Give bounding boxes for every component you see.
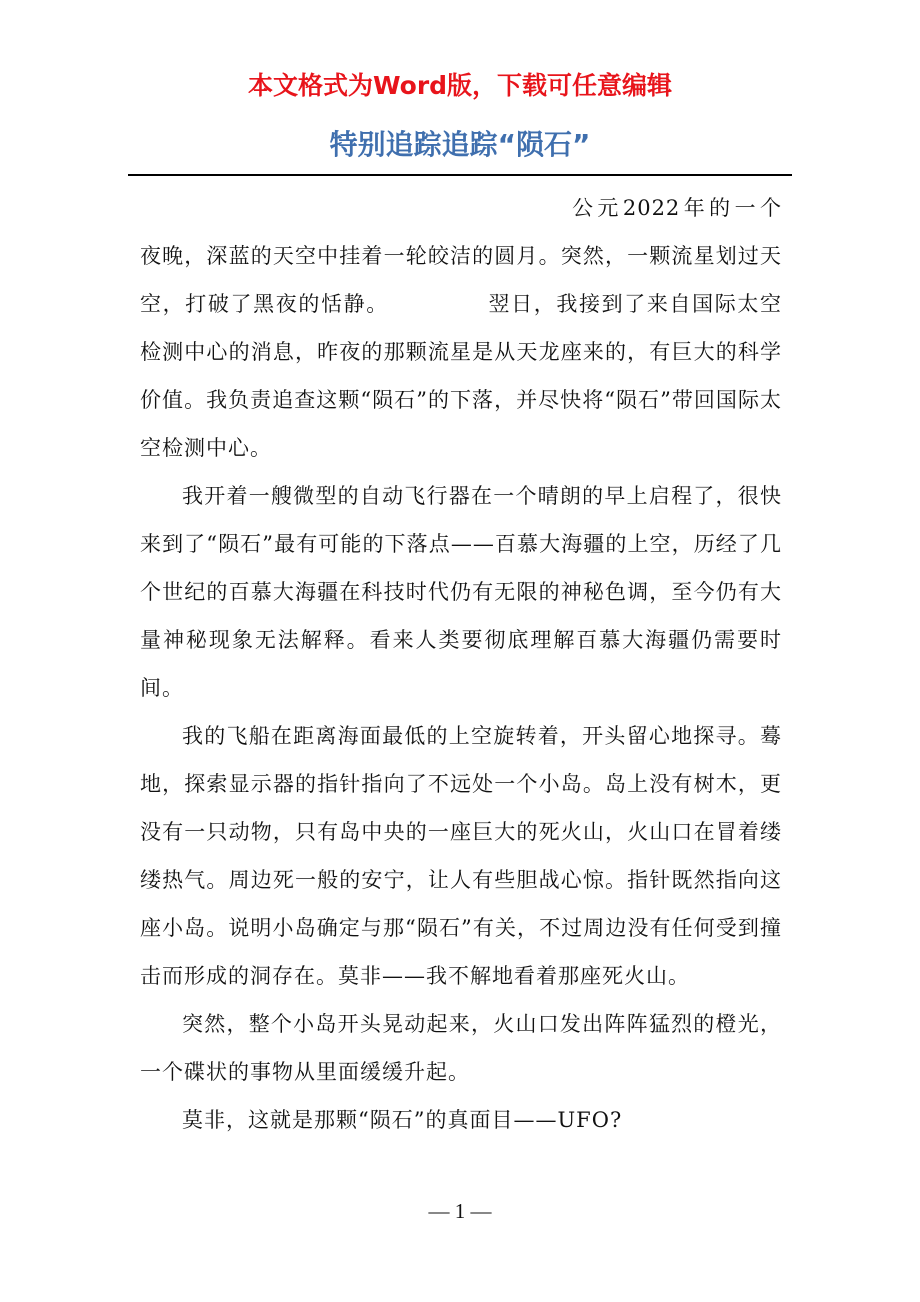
paragraph-2: 我开着一艘微型的自动飞行器在一个晴朗的早上启程了，很快来到了“陨石”最有可能的下落点——百慕大海疆的上空，历经了几个世纪的百慕大海疆在科技时代仍有无限的神秘色调，至今仍有大量神秘现象无法解释。看来人类要彻底理解百慕大海疆仍需要时间。 [140,484,782,700]
paragraph-4: 突然，整个小岛开头晃动起来，火山口发出阵阵猛烈的橙光，一个碟状的事物从里面缓缓升起。 [140,1012,782,1084]
paragraph-3: 我的飞船在距离海面最低的上空旋转着，开头留心地探寻。蓦地，探索显示器的指针指向了不远处一个小岛。岛上没有树木，更没有一只动物，只有岛中央的一座巨大的死火山，火山口在冒着缕缕热气。周边死一般的安宁，让人有些胆战心惊。指针既然指向这座小岛。说明小岛确定与那“陨石”有关，不过周边没有任何受到撞击而形成的洞存在。莫非——我不解地看着那座死火山。 [140,724,782,988]
paragraph-1: 公元2022年的一个夜晚，深蓝的天空中挂着一轮皎洁的圆月。突然，一颗流星划过天空，打破了黑夜的恬静。 翌日，我接到了来自国际太空检测中心的消息，昨夜的那颗流星是从天龙座来的，有巨大的科学价值。我负责追查这颗“陨石”的下落，并尽快将“陨石”带回国际太空检测中心。 [140,196,782,460]
title-divider [128,174,792,176]
download-banner: 本文格式为Word版，下载可任意编辑 [247,71,673,100]
article-title: 特别追踪追踪“陨石” [329,128,591,161]
article-body [140,184,782,1144]
page-number: — 1 — [428,1199,492,1223]
paragraph-5: 莫非，这就是那颗“陨石”的真面目——UFO? [182,1108,623,1132]
